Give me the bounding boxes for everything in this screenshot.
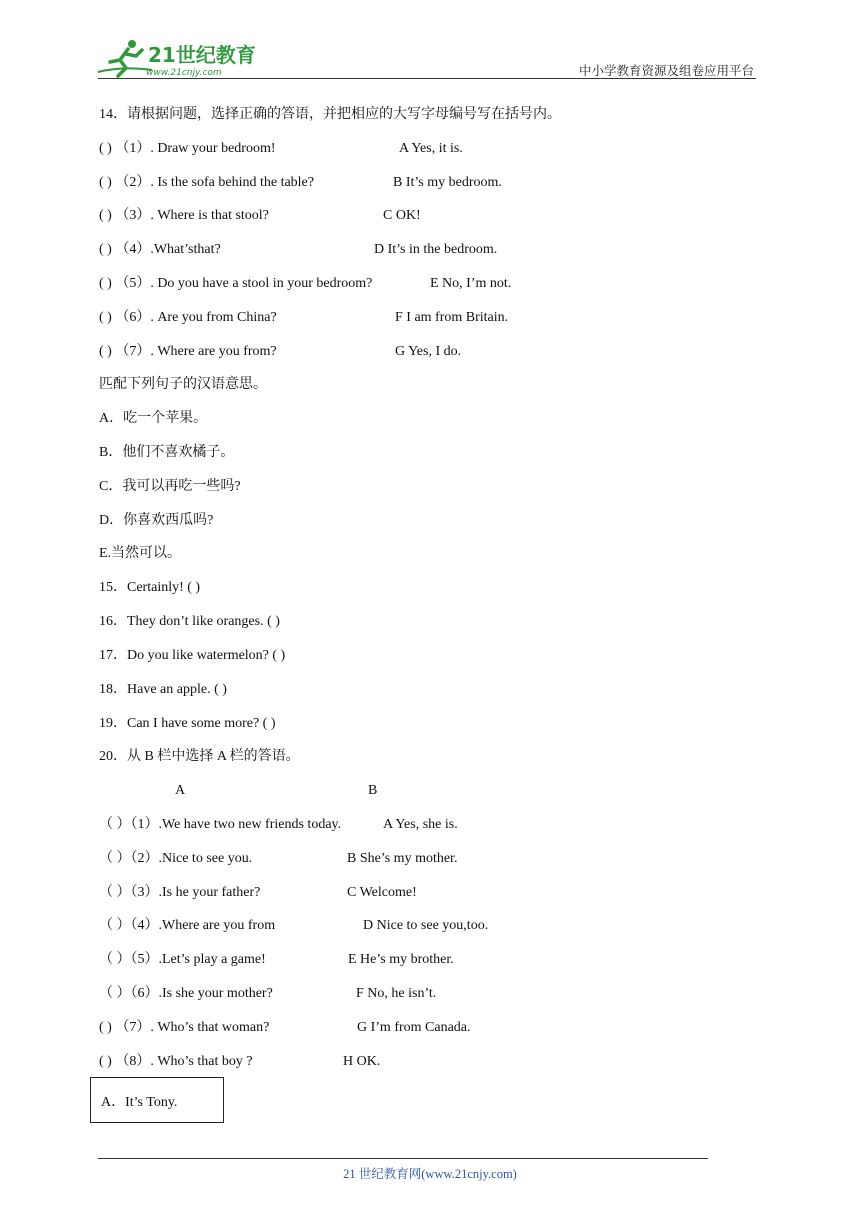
q14-item-6-option: F I am from Britain. — [395, 310, 509, 325]
svg-text:www.21cnjy.com: www.21cnjy.com — [146, 68, 222, 78]
q20-item-4-question: （ ）（4）.Where are you from — [99, 918, 276, 933]
q14-item-7-option: G Yes, I do. — [395, 344, 462, 359]
q20-item-6-question: （ ）（6）.Is she your mother? — [99, 986, 273, 1001]
match-option-a: A．吃一个苹果。 — [99, 411, 208, 426]
q20-column-b-header: B — [368, 783, 378, 798]
q14-item-1-option: A Yes, it is. — [399, 141, 463, 156]
q14-instruction: 14．请根据问题，选择正确的答语，并把相应的大写字母编号写在括号内。 — [99, 107, 561, 122]
q20-item-5-question: （ ）（5）.Let’s play a game! — [99, 952, 266, 967]
q20-item-3-question: （ ）（3）.Is he your father? — [99, 885, 261, 900]
q20-instruction: 20．从 B 栏中选择 A 栏的答语。 — [99, 749, 300, 764]
q20-item-1-option: A Yes, she is. — [383, 817, 458, 832]
svg-text:21世纪教育: 21世纪教育 — [148, 43, 256, 67]
q14-item-5-question: ( ) （5）. Do you have a stool in your bedroom? — [99, 276, 373, 291]
q20-item-5-option: E He’s my brother. — [348, 952, 454, 967]
q14-item-1-question: ( ) （1）. Draw your bedroom! — [99, 141, 276, 156]
question-19: 19．Can I have some more? ( ) — [99, 716, 276, 731]
q14-item-7-question: ( ) （7）. Where are you from? — [99, 344, 277, 359]
header-divider — [98, 78, 756, 79]
question-17: 17．Do you like watermelon? ( ) — [99, 648, 286, 663]
match-option-b: B．他们不喜欢橘子。 — [99, 445, 235, 460]
q20-item-7-option: G I’m from Canada. — [357, 1020, 471, 1035]
question-18: 18．Have an apple. ( ) — [99, 682, 227, 697]
runner-logo-icon — [92, 36, 262, 80]
q14-item-2-option: B It’s my bedroom. — [393, 175, 502, 190]
q20-item-4-option: D Nice to see you,too. — [363, 918, 489, 933]
question-15: 15．Certainly! ( ) — [99, 580, 201, 595]
q20-item-2-option: B She’s my mother. — [347, 851, 458, 866]
answer-box-text: A．It’s Tony. — [101, 1095, 178, 1110]
footer-site-link[interactable]: 21 世纪教育网(www.21cnjy.com) — [343, 1167, 517, 1181]
match-option-e: E.当然可以。 — [99, 546, 182, 561]
question-16: 16．They don’t like oranges. ( ) — [99, 614, 280, 629]
q20-item-8-option: H OK. — [343, 1054, 381, 1069]
q20-item-6-option: F No, he isn’t. — [356, 986, 437, 1001]
site-logo — [92, 36, 262, 80]
header-platform-text: 中小学教育资源及组卷应用平台 — [578, 64, 754, 78]
q14-item-2-question: ( ) （2）. Is the sofa behind the table? — [99, 175, 314, 190]
match-option-c: C．我可以再吃一些吗? — [99, 479, 241, 494]
q14-item-3-option: C OK! — [383, 208, 421, 223]
q14-item-4-option: D It’s in the bedroom. — [374, 242, 498, 257]
match-instruction: 匹配下列句子的汉语意思。 — [99, 377, 267, 392]
q20-item-8-question: ( ) （8）. Who’s that boy ? — [99, 1054, 253, 1069]
q14-item-6-question: ( ) （6）. Are you from China? — [99, 310, 277, 325]
answer-text-box — [90, 1077, 224, 1123]
q14-item-4-question: ( ) （4）.What’sthat? — [99, 242, 221, 257]
q14-item-5-option: E No, I’m not. — [430, 276, 512, 291]
q20-item-1-question: （ ）（1）.We have two new friends today. — [99, 817, 342, 832]
q20-item-7-question: ( ) （7）. Who’s that woman? — [99, 1020, 270, 1035]
q20-item-3-option: C Welcome! — [347, 885, 417, 900]
match-option-d: D．你喜欢西瓜吗? — [99, 513, 214, 528]
q20-item-2-question: （ ）（2）.Nice to see you. — [99, 851, 253, 866]
footer-divider — [98, 1158, 708, 1159]
q14-item-3-question: ( ) （3）. Where is that stool? — [99, 208, 269, 223]
q20-column-a-header: A — [175, 783, 186, 798]
